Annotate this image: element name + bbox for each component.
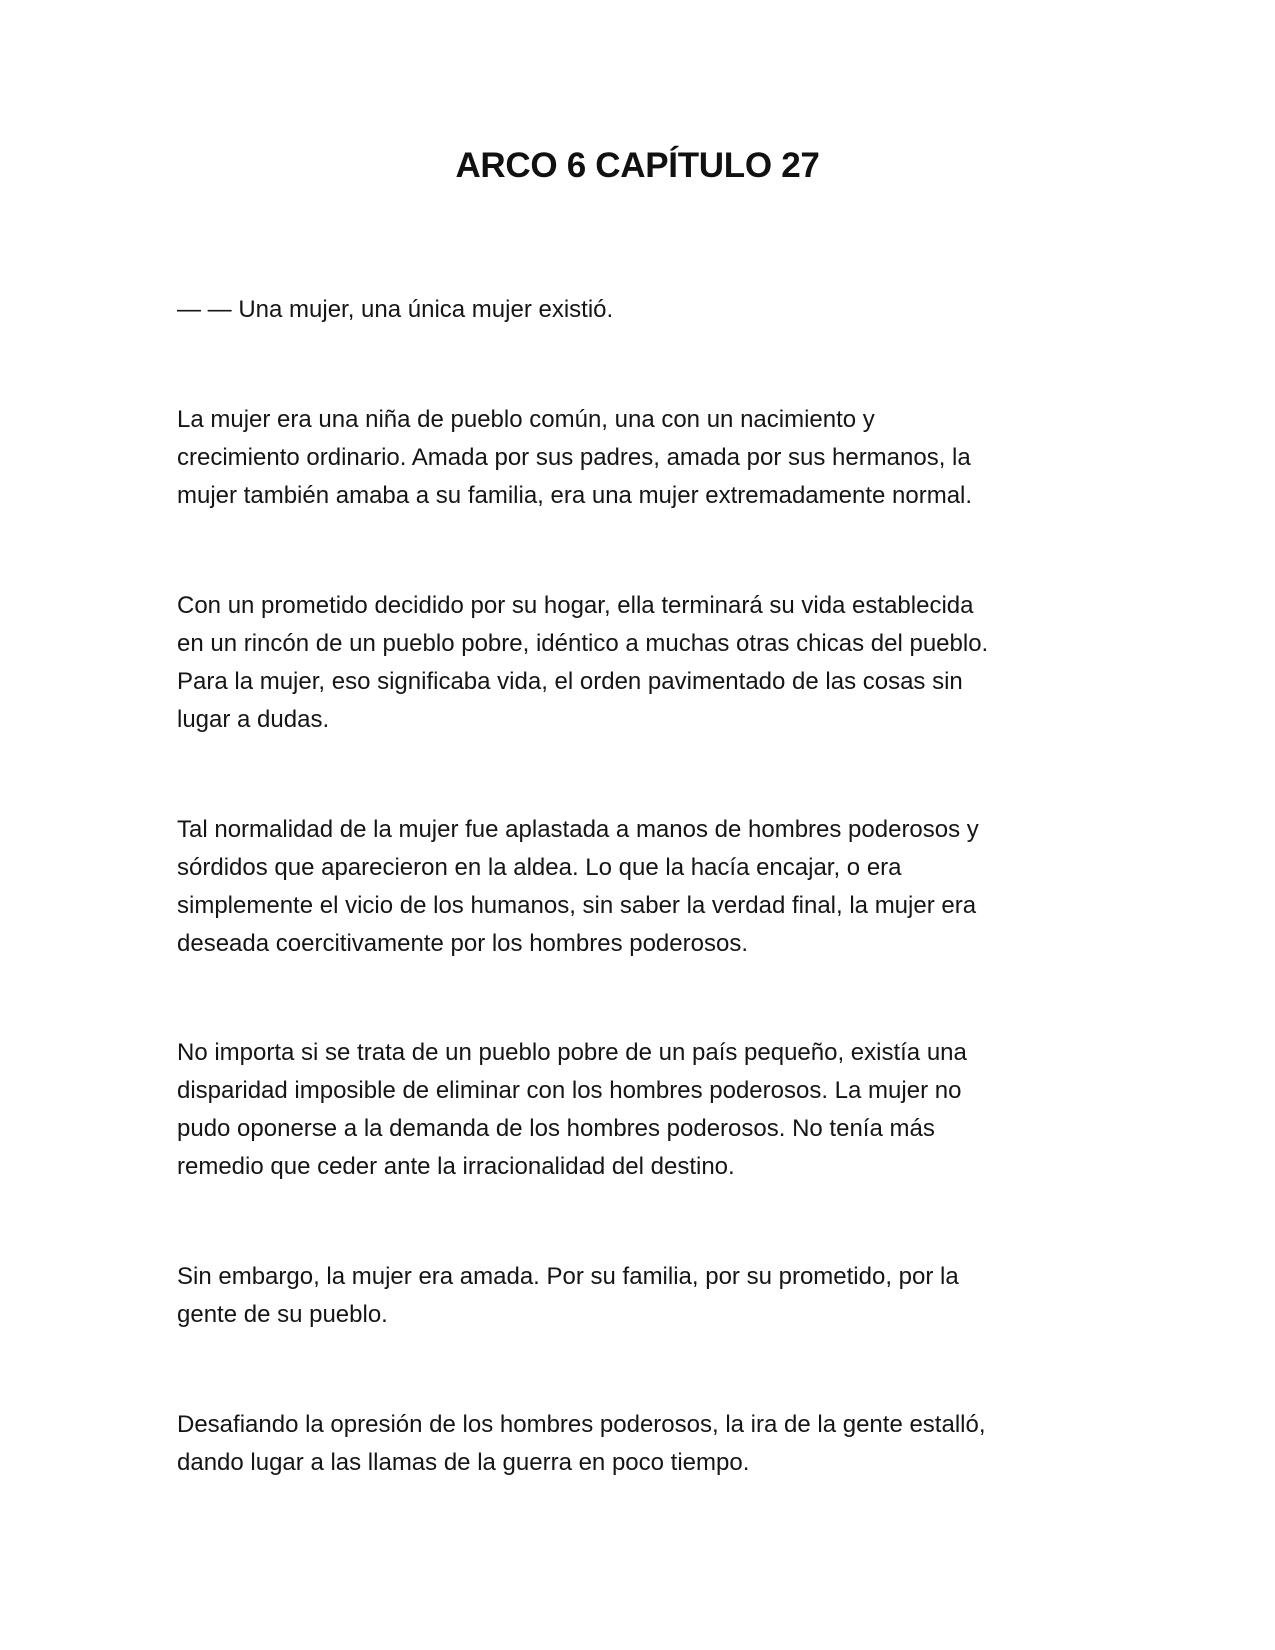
text-line: Tal normalidad de la mujer fue aplastada a manos de hombres poderosos y xyxy=(177,816,979,843)
text-line: pudo oponerse a la demanda de los hombres poderosos. No tenía más xyxy=(177,1115,935,1142)
paragraph xyxy=(177,291,1107,329)
text-line: remedio que ceder ante la irracionalidad del destino. xyxy=(177,1153,735,1180)
text-line: — — Una mujer, una única mujer existió. xyxy=(177,296,614,323)
text-line: Para la mujer, eso significaba vida, el orden pavimentado de las cosas sin xyxy=(177,668,963,695)
text-line: en un rincón de un pueblo pobre, idéntico a muchas otras chicas del pueblo. xyxy=(177,630,989,657)
text-line: simplemente el vicio de los humanos, sin saber la verdad final, la mujer era xyxy=(177,892,977,919)
paragraph xyxy=(177,1034,1107,1186)
text-line: sórdidos que aparecieron en la aldea. Lo que la hacía encajar, o era xyxy=(177,854,902,881)
paragraph xyxy=(177,811,1107,963)
chapter-title: ARCO 6 CAPÍTULO 27 xyxy=(455,146,820,185)
text-line: No importa si se trata de un pueblo pobre de un país pequeño, existía una xyxy=(177,1039,967,1066)
paragraph xyxy=(177,1406,1107,1482)
paragraph xyxy=(177,1258,1107,1334)
text-line: lugar a dudas. xyxy=(177,706,330,733)
text-line: Con un prometido decidido por su hogar, ella terminará su vida establecida xyxy=(177,592,974,619)
text-line: Desafiando la opresión de los hombres poderosos, la ira de la gente estalló, xyxy=(177,1411,986,1438)
text-line: gente de su pueblo. xyxy=(177,1301,388,1328)
text-line: dando lugar a las llamas de la guerra en poco tiempo. xyxy=(177,1449,750,1476)
text-line: disparidad imposible de eliminar con los hombres poderosos. La mujer no xyxy=(177,1077,962,1104)
paragraph xyxy=(177,587,1107,739)
text-line: mujer también amaba a su familia, era una mujer extremadamente normal. xyxy=(177,482,973,509)
paragraph xyxy=(177,401,1107,515)
text-line: deseada coercitivamente por los hombres poderosos. xyxy=(177,930,748,957)
text-line: La mujer era una niña de pueblo común, una con un nacimiento y xyxy=(177,406,875,433)
text-line: Sin embargo, la mujer era amada. Por su familia, por su prometido, por la xyxy=(177,1263,959,1290)
text-line: crecimiento ordinario. Amada por sus padres, amada por sus hermanos, la xyxy=(177,444,971,471)
